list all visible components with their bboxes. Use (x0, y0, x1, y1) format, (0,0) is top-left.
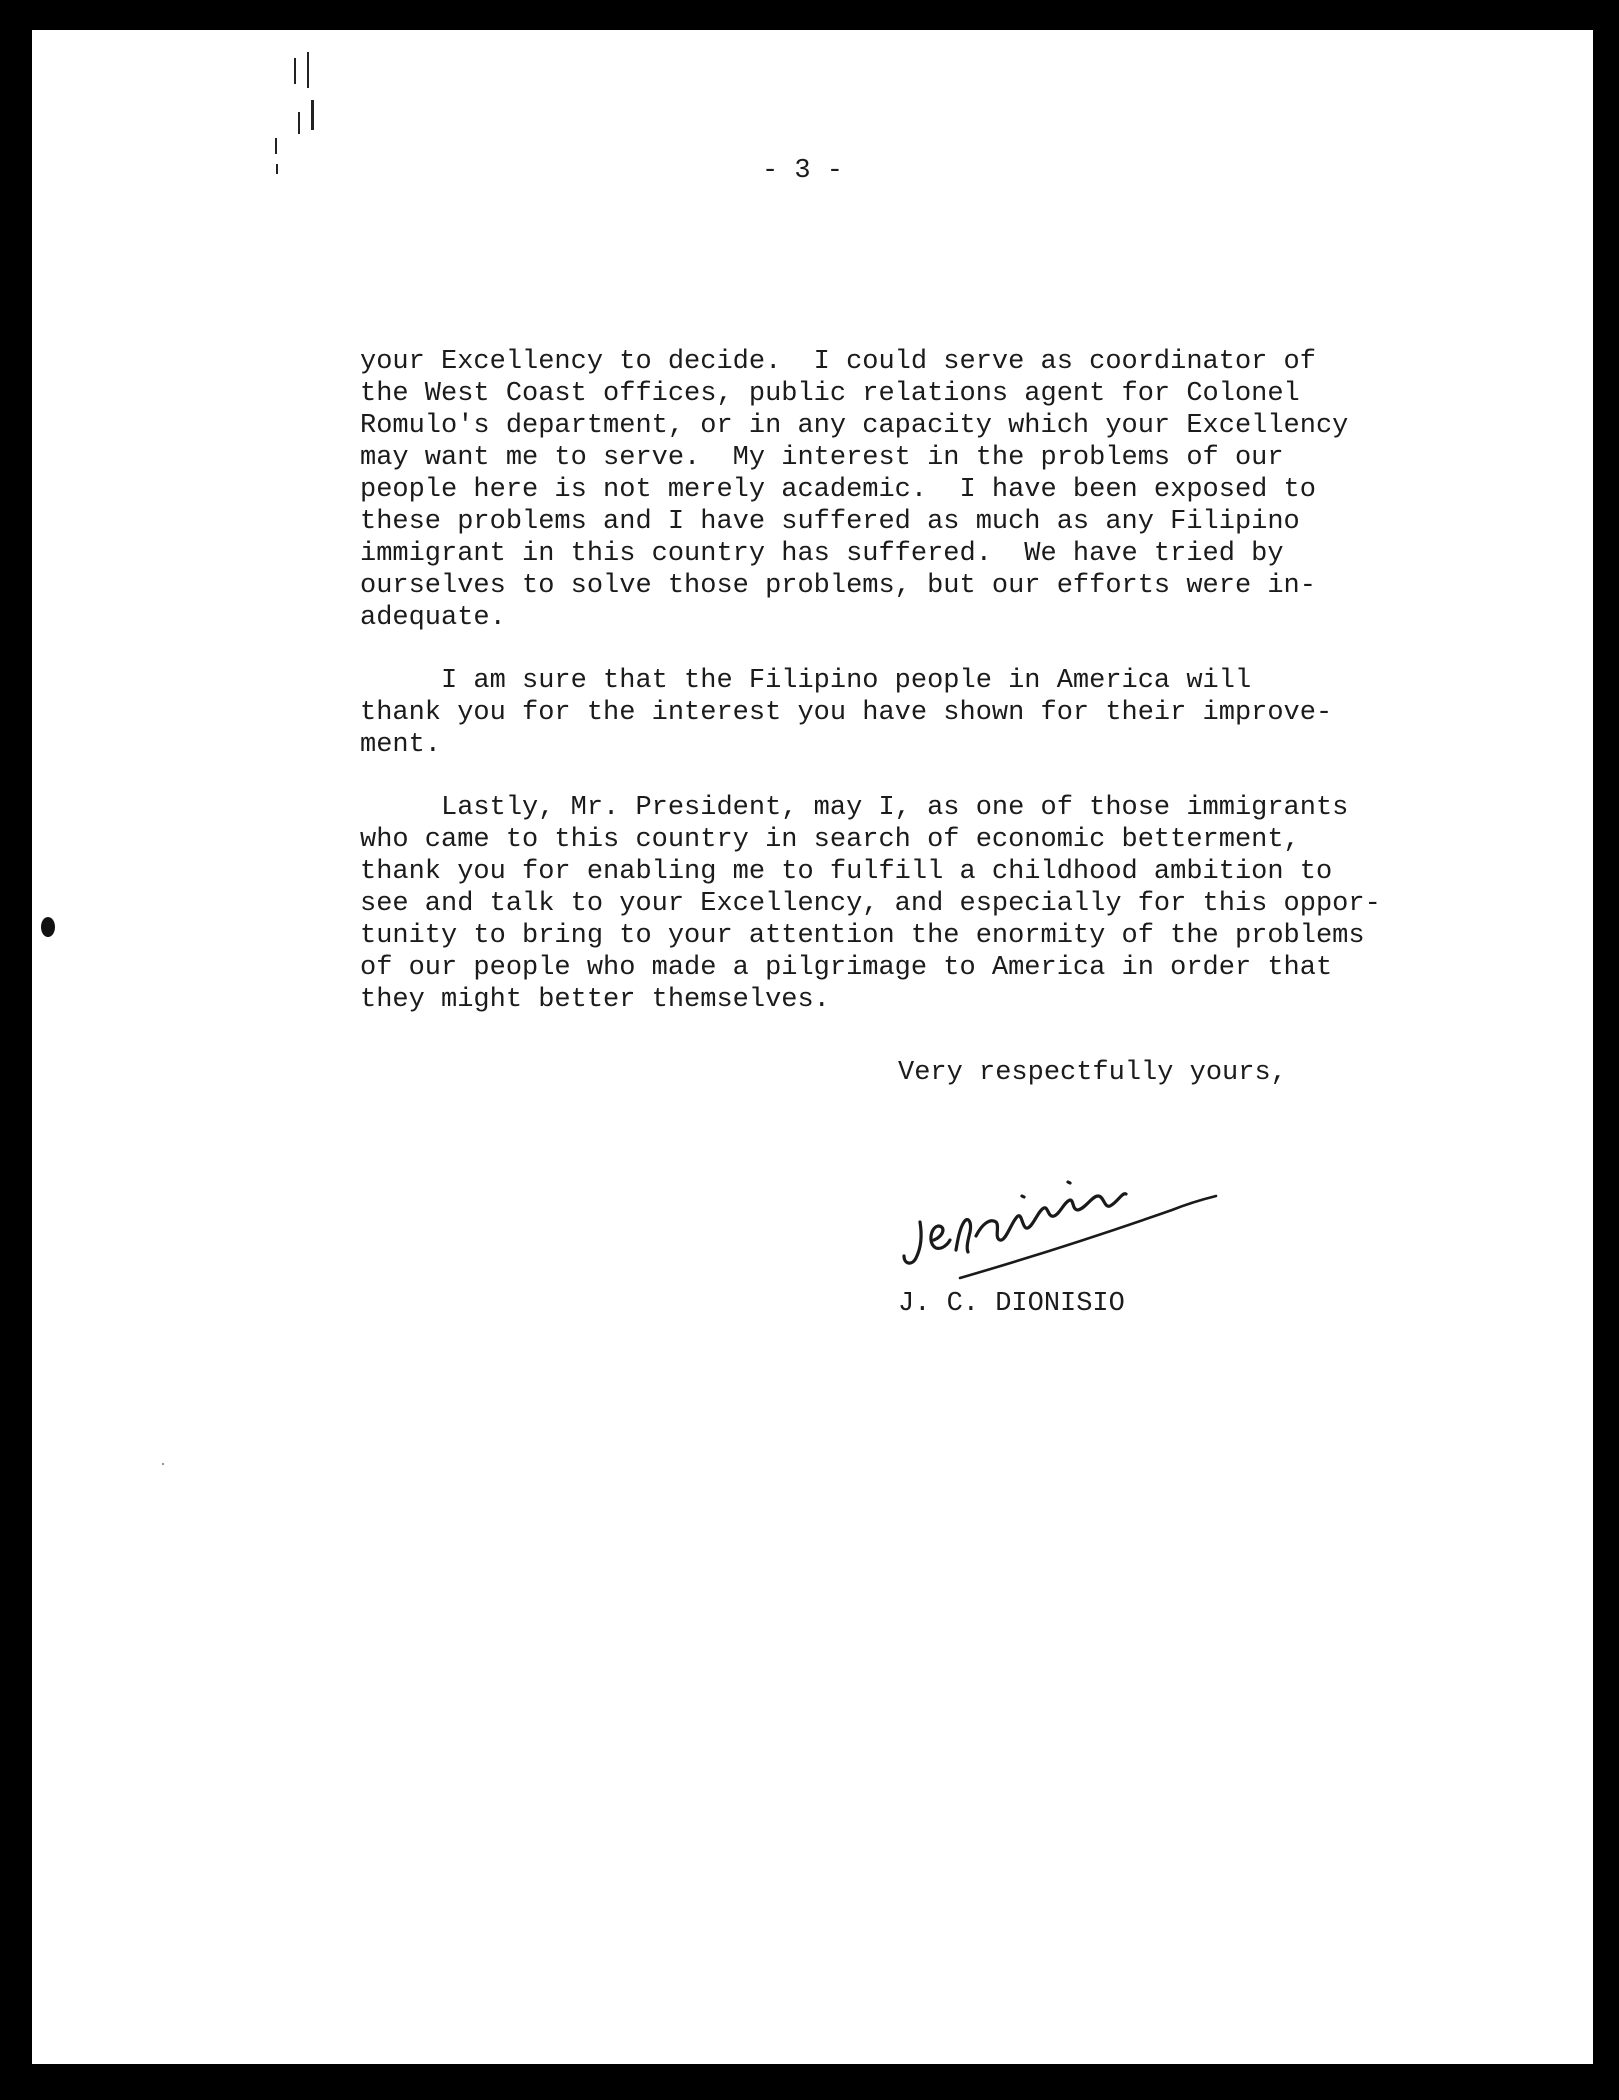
text-line: ment. (360, 730, 442, 760)
text-line: tunity to bring to your attention the enormity of the problems (360, 921, 1365, 951)
page-number: - 3 - (762, 156, 844, 186)
signer-name: J. C. DIONISIO (898, 1289, 1125, 1319)
staple-mark (307, 52, 309, 88)
paragraph (360, 665, 1440, 761)
staple-mark (311, 100, 314, 130)
staple-mark (294, 58, 296, 84)
closing-salutation: Very respectfully yours, (898, 1058, 1287, 1088)
handwritten-signature (872, 1110, 1232, 1290)
text-line: of our people who made a pilgrimage to America in order that (360, 953, 1333, 983)
text-line: ourselves to solve those problems, but our efforts were in- (360, 571, 1316, 601)
text-line: who came to this country in search of economic betterment, (360, 825, 1300, 855)
paragraph (360, 792, 1440, 1016)
hole-punch-mark (41, 917, 55, 937)
letter-page (32, 30, 1593, 2064)
text-line: Lastly, Mr. President, may I, as one of those immigrants (360, 793, 1349, 823)
text-line: Romulo's department, or in any capacity which your Excellency (360, 411, 1349, 441)
text-line: the West Coast offices, public relations agent for Colonel (360, 379, 1300, 409)
text-line: I am sure that the Filipino people in America will (360, 666, 1252, 696)
paper-speck (162, 1463, 164, 1465)
text-line: these problems and I have suffered as much as any Filipino (360, 507, 1300, 537)
text-line: see and talk to your Excellency, and especially for this oppor- (360, 889, 1381, 919)
staple-mark (298, 112, 300, 134)
staple-mark (276, 164, 278, 174)
letter-body (360, 346, 1440, 1047)
paragraph (360, 346, 1440, 634)
text-line: immigrant in this country has suffered. We have tried by (360, 539, 1284, 569)
text-line: adequate. (360, 603, 506, 633)
staple-mark (275, 138, 277, 154)
text-line: thank you for the interest you have shown for their improve- (360, 698, 1333, 728)
text-line: they might better themselves. (360, 985, 830, 1015)
text-line: your Excellency to decide. I could serve as coordinator of (360, 347, 1316, 377)
text-line: people here is not merely academic. I have been exposed to (360, 475, 1316, 505)
text-line: thank you for enabling me to fulfill a childhood ambition to (360, 857, 1333, 887)
text-line: may want me to serve. My interest in the problems of our (360, 443, 1284, 473)
